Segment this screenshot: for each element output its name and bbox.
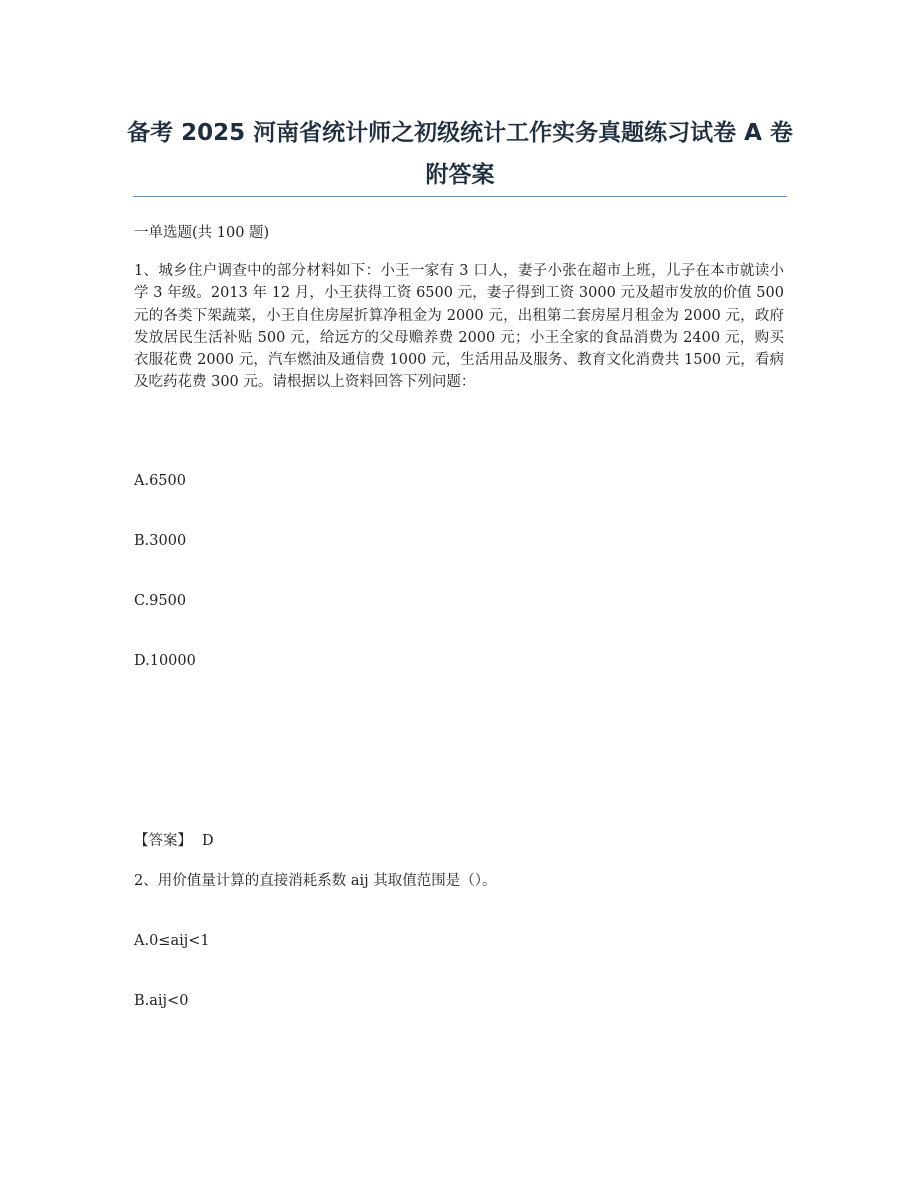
answer-value: D bbox=[202, 833, 214, 849]
question-2-text: 2、用价值量计算的直接消耗系数 aij 其取值范围是（）。 bbox=[134, 873, 497, 889]
section-heading: 一单选题(共 100 题) bbox=[134, 225, 270, 241]
question-2-option-a: A.0≤aij<1 bbox=[134, 933, 210, 949]
question-1-answer bbox=[134, 830, 214, 852]
question-1-option-d: D.10000 bbox=[134, 653, 196, 669]
answer-label: 【答案】 bbox=[134, 833, 192, 849]
question-2-option-b: B.aij<0 bbox=[134, 993, 189, 1009]
question-1-option-c: C.9500 bbox=[134, 593, 187, 609]
document-title: 备考 2025 河南省统计师之初级统计工作实务真题练习试卷 A 卷附答案 bbox=[127, 120, 793, 188]
question-1-text: 1、城乡住户调查中的部分材料如下：小王一家有 3 口人，妻子小张在超市上班，儿子在本市就读小学 3 年级。2013 年 12 月，小王获得工资 6500 元，妻子得到工资 3000 元及超市发放的价值 500 元的各类下架蔬菜，小王自住房屋折算净租金为 2000 元，出租第二套房屋月租金为 2000 元，政府发放居民生活补贴 500 元，给远方的父母赡养费 2000 元；小王全家的食品消费为 2400 元，购买衣服花费 2000 元，汽车燃油及通信费 1000 元，生活用品及服务、教育文化消费共 1500 元，看病及吃药花费 300 元。请根据以上资料回答下列问题： bbox=[134, 263, 784, 391]
title-divider bbox=[133, 196, 787, 197]
question-1-option-b: B.3000 bbox=[134, 533, 187, 549]
question-1-option-a: A.6500 bbox=[134, 473, 186, 489]
